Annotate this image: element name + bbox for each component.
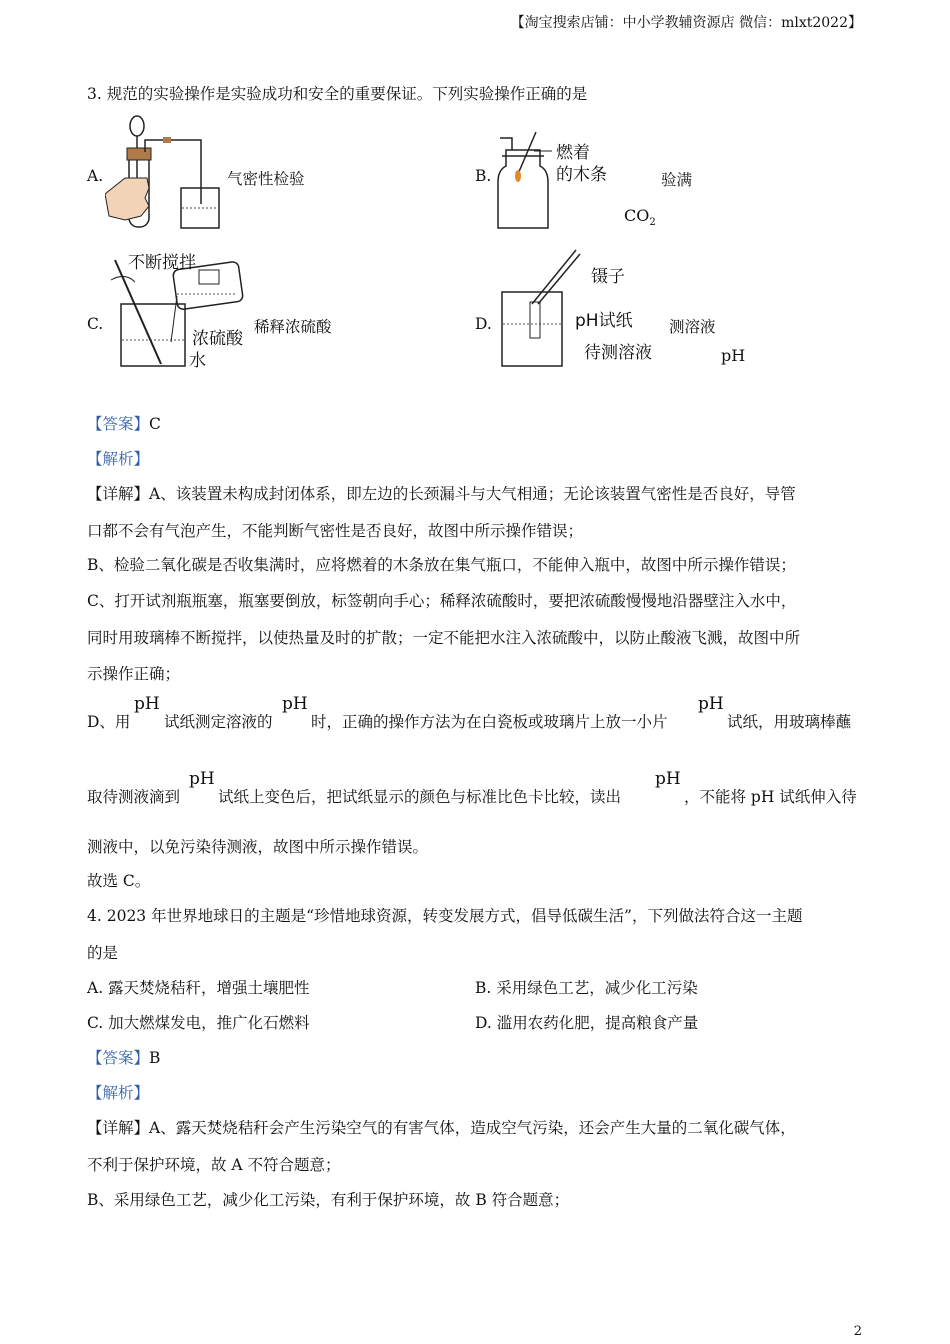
q3-d-line2-part2: 试纸上变色后，把试纸显示的颜色与标准比色卡比较，读出 bbox=[218, 788, 622, 806]
option-b-caption: 验满 bbox=[661, 171, 693, 189]
option-d-figure-label-ph-paper: pH试纸 bbox=[575, 311, 633, 331]
option-d-caption-ph: pH bbox=[721, 346, 746, 365]
question-3-stem: 3. 规范的实验操作是实验成功和安全的重要保证。下列实验操作正确的是 bbox=[87, 85, 588, 103]
figure-co2-full-check bbox=[492, 130, 562, 235]
q3-detail-line-1: 【详解】A、该装置未构成封闭体系，即左边的长颈漏斗与大气相通；无论该装置气密性是否良好，导管 bbox=[87, 485, 796, 503]
option-d-caption: 测溶液 bbox=[669, 318, 716, 336]
option-d-figure-label-solution: 待测溶液 bbox=[584, 343, 652, 363]
question-4-stem-line-2: 的是 bbox=[87, 944, 119, 962]
q4-answer: 【答案】B bbox=[87, 1049, 161, 1067]
option-c-figure-label-stir: 不断搅拌 bbox=[128, 253, 196, 273]
option-d-figure-label-tweezers: 镊子 bbox=[591, 267, 625, 287]
option-b-figure-label-2: 的木条 bbox=[556, 165, 607, 185]
q3-d-line1-part1: D、用 bbox=[87, 713, 131, 731]
q3-d-line2-ph-2: pH bbox=[655, 769, 681, 789]
option-b-caption-co2: $CO_2$ bbox=[624, 206, 656, 229]
q3-detail-line-3: B、检验二氧化碳是否收集满时，应将燃着的木条放在集气瓶口，不能伸入瓶中，故图中所示操作错误； bbox=[87, 556, 796, 574]
page-header: 【淘宝搜索店铺：中小学教辅资源店 微信：mlxt2022】 bbox=[510, 15, 862, 31]
q3-d-line1-part4: 试纸，用玻璃棒蘸 bbox=[727, 713, 852, 731]
option-d-letter: D. bbox=[475, 315, 492, 333]
q3-analysis-tag: 【解析】 bbox=[87, 450, 150, 468]
q3-d-line3: 测液中，以免污染待测液，故图中所示操作错误。 bbox=[87, 838, 429, 856]
q3-d-line2-part3: ，不能将 pH 试纸伸入待 bbox=[684, 788, 857, 806]
page-number: 2 bbox=[853, 1324, 862, 1339]
q3-answer: 【答案】C bbox=[87, 415, 161, 433]
q3-d-line1-ph-3: pH bbox=[698, 694, 724, 714]
q4-option-d: D. 滥用农药化肥，提高粮食产量 bbox=[475, 1014, 699, 1032]
q3-d-line1-ph-2: pH bbox=[282, 694, 308, 714]
option-a-caption: 气密性检验 bbox=[227, 170, 305, 188]
q3-d-line2-ph-1: pH bbox=[189, 769, 215, 789]
q3-d-line1-part2: 试纸测定溶液的 bbox=[164, 713, 273, 731]
q4-option-b: B. 采用绿色工艺，减少化工污染 bbox=[475, 979, 698, 997]
q3-d-line1-ph-1: pH bbox=[134, 694, 160, 714]
q3-d-line2-part1: 取待测液滴到 bbox=[87, 788, 181, 806]
q4-detail-line-1: 【详解】A、露天焚烧秸秆会产生污染空气的有害气体，造成空气污染，还会产生大量的二氧化碳气体， bbox=[87, 1119, 796, 1137]
q4-analysis-tag: 【解析】 bbox=[87, 1084, 150, 1102]
q4-option-c: C. 加大燃煤发电，推广化石燃料 bbox=[87, 1014, 310, 1032]
q4-detail-line-3: B、采用绿色工艺，减少化工污染，有利于保护环境，故 B 符合题意； bbox=[87, 1191, 570, 1209]
option-b-letter: B. bbox=[475, 167, 492, 185]
figure-airtightness-check bbox=[105, 112, 225, 237]
q3-detail-line-6: 示操作正确； bbox=[87, 665, 181, 683]
option-c-figure-label-acid: 浓硫酸 bbox=[192, 329, 243, 349]
option-a-letter: A. bbox=[87, 167, 104, 185]
q4-detail-line-2: 不利于保护环境，故 A 不符合题意； bbox=[87, 1156, 341, 1174]
q3-conclusion: 故选 C。 bbox=[87, 872, 151, 890]
question-4-stem-line-1: 4. 2023 年世界地球日的主题是“珍惜地球资源，转变发展方式，倡导低碳生活”，下列做法符合这一主题 bbox=[87, 907, 803, 925]
q4-option-a: A. 露天焚烧秸秆，增强土壤肥性 bbox=[87, 979, 310, 997]
option-c-figure-label-water: 水 bbox=[189, 351, 206, 371]
q3-d-line1-part3: 时，正确的操作方法为在白瓷板或玻璃片上放一小片 bbox=[311, 713, 668, 731]
q3-detail-line-5: 同时用玻璃棒不断搅拌，以使热量及时的扩散；一定不能把水注入浓硫酸中，以防止酸液飞溅，故图中所 bbox=[87, 629, 801, 647]
option-b-figure-label-1: 燃着 bbox=[556, 143, 590, 163]
figure-measure-ph bbox=[492, 248, 582, 370]
option-c-letter: C. bbox=[87, 315, 104, 333]
option-c-caption: 稀释浓硫酸 bbox=[254, 318, 332, 336]
q3-detail-line-4: C、打开试剂瓶瓶塞，瓶塞要倒放，标签朝向手心；稀释浓硫酸时，要把浓硫酸慢慢地沿器壁注入水中， bbox=[87, 592, 797, 610]
q3-detail-line-2: 口都不会有气泡产生，不能判断气密性是否良好，故图中所示操作错误； bbox=[87, 522, 584, 540]
